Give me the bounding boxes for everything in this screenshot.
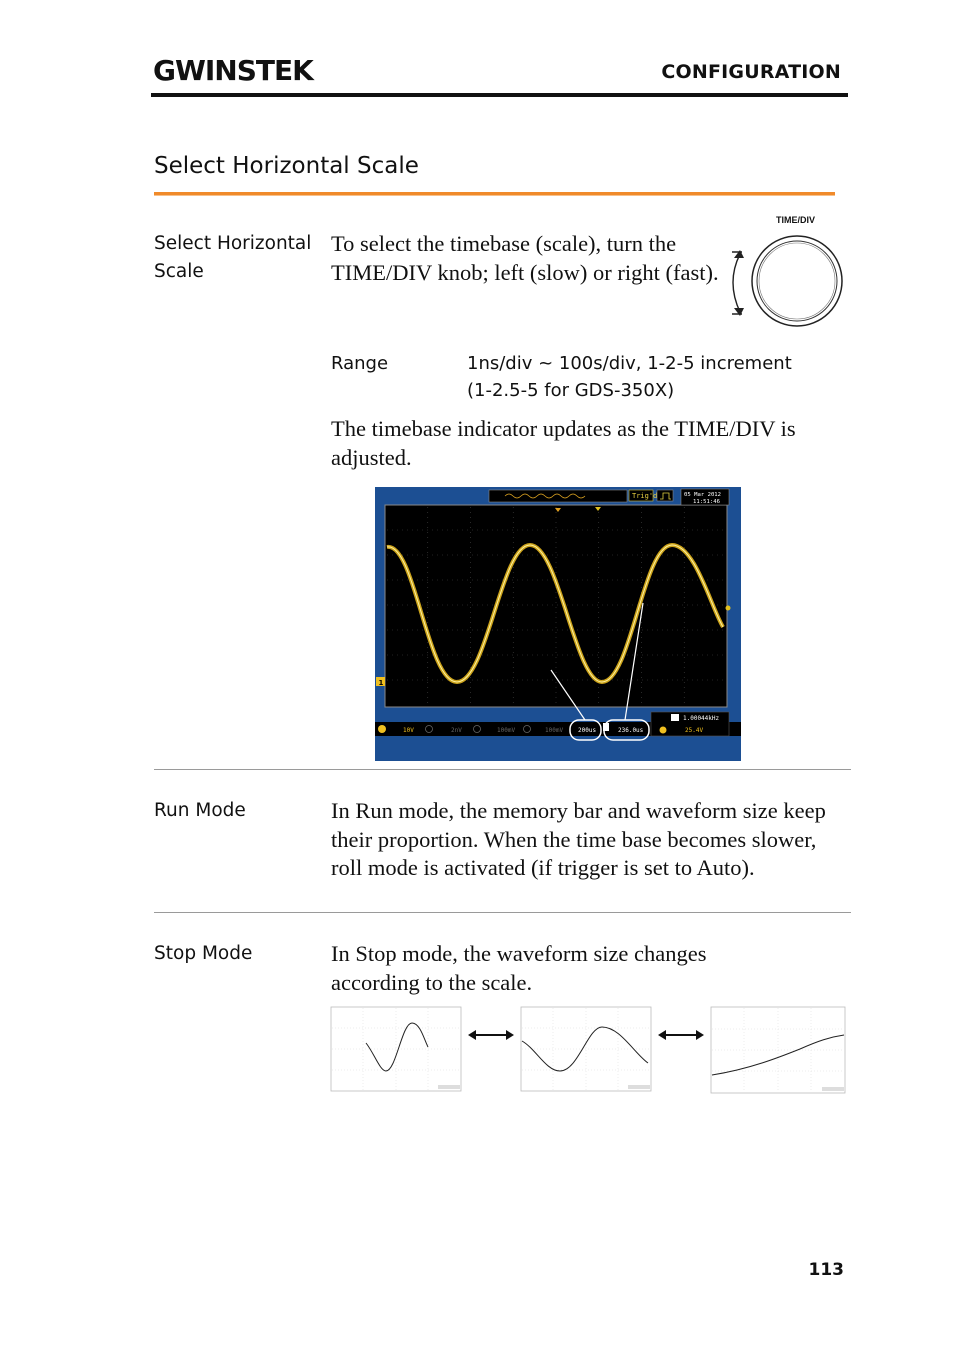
brand-logo	[153, 55, 325, 90]
row-text-run-mode: In Run mode, the memory bar and waveform size keep their proportion. When the time base becomes slower, roll mode is activated (if trigger is set to Auto).	[331, 798, 826, 880]
time-div-knob-icon	[724, 232, 848, 332]
double-arrow-icon	[658, 1030, 704, 1040]
range-value-line2: (1-2.5-5 for GDS-350X)	[467, 380, 675, 401]
thumbnail-medium-scale	[521, 1007, 651, 1091]
trig-status: Trig'd	[632, 492, 658, 500]
stop-mode-waveform-thumbnails	[330, 1005, 848, 1095]
trigger-level-readout: 25.4V	[685, 727, 704, 734]
timebase-readout: 200us	[578, 727, 597, 734]
row-text-select-scale: To select the timebase (scale), turn the TIME/DIV knob; left (slow) or right (fast).	[331, 231, 719, 285]
range-value-line1: 1ns/div ~ 100s/div, 1-2-5 increment	[467, 353, 792, 374]
channel-marker: 1	[378, 679, 384, 687]
double-arrow-icon	[468, 1030, 514, 1040]
row-text-stop-mode: In Stop mode, the waveform size changes according to the scale.	[331, 941, 707, 995]
section-title-underline	[154, 192, 835, 195]
row-label-select-scale: Select Horizontal Scale	[154, 233, 312, 282]
ch1-scale: 10V	[403, 727, 414, 734]
ch3-scale: 100mV	[497, 727, 516, 734]
indicator-text: The timebase indicator updates as the TIME/DIV is adjusted.	[331, 416, 796, 470]
delay-readout: 236.0us	[618, 727, 644, 734]
header-divider	[151, 93, 848, 97]
scope-date: 05 Mar 2012	[684, 492, 722, 498]
row-divider	[154, 769, 851, 770]
row-label-stop-mode: Stop Mode	[154, 943, 253, 964]
chapter-title: CONFIGURATION	[661, 61, 841, 83]
range-label: Range	[331, 353, 389, 374]
oscilloscope-screen	[375, 487, 741, 761]
frequency-readout: 1.00044kHz	[683, 715, 720, 722]
row-label-run-mode: Run Mode	[154, 800, 246, 821]
ch4-scale: 100mV	[545, 727, 564, 734]
knob-label: TIME/DIV	[776, 215, 816, 225]
thumbnail-small-scale	[331, 1007, 461, 1091]
scope-time: 11:51:46	[693, 499, 720, 505]
gwinstek-logo-icon	[153, 55, 325, 85]
brand-text: GWINSTEK	[153, 55, 313, 85]
row-divider	[154, 912, 851, 913]
thumbnail-large-scale	[711, 1007, 845, 1093]
ch2-scale: 2nV	[451, 727, 462, 734]
page-number: 113	[808, 1260, 844, 1280]
section-title: Select Horizontal Scale	[154, 153, 419, 179]
